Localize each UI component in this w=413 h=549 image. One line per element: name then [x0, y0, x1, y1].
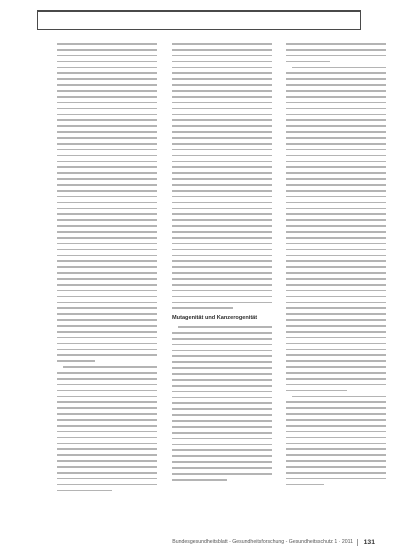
text-line	[286, 260, 386, 262]
text-line	[57, 102, 157, 104]
paragraph	[286, 67, 386, 392]
paragraph	[57, 366, 157, 491]
text-line	[286, 49, 386, 51]
text-line	[57, 213, 157, 215]
text-line	[286, 325, 386, 327]
text-line	[172, 344, 272, 346]
text-line	[172, 72, 272, 74]
text-line	[172, 96, 272, 98]
text-line	[172, 255, 272, 257]
text-line	[286, 407, 386, 409]
text-line	[286, 231, 386, 233]
text-line	[286, 137, 386, 139]
text-line	[286, 437, 386, 439]
text-line	[172, 237, 272, 239]
text-line	[172, 408, 272, 410]
text-line	[172, 184, 272, 186]
text-line	[57, 448, 157, 450]
text-line	[57, 49, 157, 51]
text-line	[286, 213, 386, 215]
text-line	[286, 43, 386, 45]
text-line	[172, 438, 272, 440]
text-line	[57, 131, 157, 133]
text-line	[57, 61, 157, 63]
text-line	[57, 431, 157, 433]
text-line	[172, 84, 272, 86]
text-line	[172, 414, 272, 416]
text-line	[57, 390, 157, 392]
text-line	[57, 178, 157, 180]
text-line	[172, 272, 272, 274]
text-line	[57, 249, 157, 251]
text-line	[286, 401, 386, 403]
text-line	[57, 231, 157, 233]
text-line	[172, 397, 272, 399]
text-line	[57, 219, 157, 221]
text-line	[286, 172, 386, 174]
page-number: 131	[363, 539, 375, 546]
text-line	[286, 143, 386, 145]
text-line	[286, 178, 386, 180]
text-line	[286, 472, 386, 474]
text-line	[172, 373, 272, 375]
text-line	[172, 426, 272, 428]
text-line	[286, 372, 386, 374]
text-line	[286, 219, 386, 221]
text-line	[286, 278, 386, 280]
text-line	[172, 49, 272, 51]
text-line	[172, 449, 272, 451]
text-line	[57, 484, 157, 486]
text-line	[57, 443, 157, 445]
text-line	[57, 190, 157, 192]
text-line	[172, 402, 272, 404]
paragraph	[172, 43, 272, 309]
text-line	[286, 78, 386, 80]
text-line	[286, 272, 386, 274]
text-line	[286, 448, 386, 450]
text-line	[57, 166, 157, 168]
text-line	[57, 284, 157, 286]
text-line	[286, 419, 386, 421]
text-line	[57, 437, 157, 439]
text-line	[172, 361, 272, 363]
text-line	[286, 366, 386, 368]
text-line	[57, 466, 157, 468]
text-line	[57, 202, 157, 204]
text-line	[172, 266, 272, 268]
text-line	[286, 290, 386, 292]
text-line	[172, 137, 272, 139]
text-line	[57, 290, 157, 292]
text-line	[57, 266, 157, 268]
text-line	[178, 326, 272, 328]
text-line	[286, 349, 386, 351]
text-line	[172, 219, 272, 221]
text-line	[57, 137, 157, 139]
text-line	[286, 413, 386, 415]
text-line	[57, 384, 157, 386]
text-line	[172, 379, 272, 381]
paragraph	[286, 43, 386, 62]
text-line	[63, 366, 157, 368]
text-line	[57, 108, 157, 110]
text-line	[286, 307, 386, 309]
text-line	[57, 478, 157, 480]
text-line	[57, 331, 157, 333]
text-line	[286, 255, 386, 257]
text-line	[172, 444, 272, 446]
text-line	[172, 178, 272, 180]
text-line	[172, 479, 227, 481]
text-line	[57, 319, 157, 321]
text-line	[57, 55, 157, 57]
text-line	[172, 243, 272, 245]
text-line	[286, 443, 386, 445]
text-line	[57, 96, 157, 98]
text-line	[286, 243, 386, 245]
text-line	[57, 349, 157, 351]
text-line	[57, 302, 157, 304]
text-line	[57, 72, 157, 74]
text-line	[172, 290, 272, 292]
text-line	[57, 255, 157, 257]
text-line	[286, 184, 386, 186]
text-line	[57, 114, 157, 116]
text-line	[172, 55, 272, 57]
text-line	[57, 155, 157, 157]
text-line	[286, 96, 386, 98]
text-line	[172, 231, 272, 233]
text-line	[286, 360, 386, 362]
text-line	[172, 432, 272, 434]
text-line	[286, 425, 386, 427]
text-line	[57, 67, 157, 69]
text-line	[57, 161, 157, 163]
text-line	[57, 237, 157, 239]
text-line	[172, 355, 272, 357]
text-line	[286, 343, 386, 345]
text-line	[292, 67, 386, 69]
text-line	[172, 338, 272, 340]
text-line	[57, 272, 157, 274]
text-line	[172, 114, 272, 116]
text-line	[172, 149, 272, 151]
text-line	[172, 455, 272, 457]
text-line	[172, 307, 233, 309]
text-line	[172, 225, 272, 227]
text-line	[57, 337, 157, 339]
text-line	[57, 396, 157, 398]
text-line	[57, 260, 157, 262]
text-line	[57, 84, 157, 86]
text-line	[286, 454, 386, 456]
text-line	[286, 384, 386, 386]
text-line	[172, 296, 272, 298]
text-line	[57, 307, 157, 309]
text-line	[57, 325, 157, 327]
text-column-2	[172, 43, 272, 527]
text-line	[172, 350, 272, 352]
text-line	[172, 90, 272, 92]
text-line	[57, 313, 157, 315]
text-line	[172, 78, 272, 80]
text-line	[286, 337, 386, 339]
text-line	[172, 108, 272, 110]
text-line	[57, 378, 157, 380]
text-line	[286, 237, 386, 239]
text-line	[172, 278, 272, 280]
text-line	[57, 401, 157, 403]
text-line	[57, 119, 157, 121]
text-line	[286, 319, 386, 321]
text-line	[172, 332, 272, 334]
paragraph	[57, 43, 157, 362]
text-line	[57, 90, 157, 92]
text-line	[57, 343, 157, 345]
text-column-3	[286, 43, 386, 527]
text-line	[57, 78, 157, 80]
text-line	[57, 172, 157, 174]
text-line	[286, 84, 386, 86]
section-heading: Mutagenität und Kanzerogenität	[172, 315, 258, 322]
text-line	[286, 155, 386, 157]
text-line	[172, 249, 272, 251]
footer-divider	[357, 539, 358, 546]
text-line	[286, 90, 386, 92]
text-line	[172, 302, 272, 304]
text-line	[172, 196, 272, 198]
text-line	[172, 208, 272, 210]
text-line	[172, 67, 272, 69]
text-line	[286, 378, 386, 380]
text-line	[57, 125, 157, 127]
text-line	[286, 466, 386, 468]
text-line	[172, 155, 272, 157]
text-line	[172, 161, 272, 163]
text-line	[57, 184, 157, 186]
text-line	[286, 284, 386, 286]
header-rule	[37, 10, 361, 30]
text-line	[57, 243, 157, 245]
text-line	[57, 354, 157, 356]
text-line	[286, 478, 386, 480]
text-line	[172, 143, 272, 145]
text-line	[57, 225, 157, 227]
text-line	[286, 131, 386, 133]
text-line	[286, 119, 386, 121]
text-line	[286, 484, 324, 486]
text-line	[286, 114, 386, 116]
paragraph	[172, 326, 272, 480]
text-line	[172, 61, 272, 63]
text-line	[172, 131, 272, 133]
text-line	[172, 172, 272, 174]
text-line	[57, 413, 157, 415]
page-footer	[150, 538, 375, 547]
text-line	[172, 119, 272, 121]
text-line	[57, 460, 157, 462]
text-line	[286, 354, 386, 356]
text-line	[172, 467, 272, 469]
text-line	[286, 202, 386, 204]
text-line	[286, 61, 330, 63]
text-line	[172, 284, 272, 286]
text-line	[286, 249, 386, 251]
text-line	[286, 161, 386, 163]
text-line	[172, 43, 272, 45]
text-column-1	[57, 43, 157, 527]
text-line	[57, 454, 157, 456]
text-line	[286, 225, 386, 227]
text-line	[172, 102, 272, 104]
text-line	[172, 260, 272, 262]
text-line	[286, 72, 386, 74]
text-line	[172, 473, 272, 475]
text-line	[57, 490, 112, 492]
text-line	[292, 396, 386, 398]
text-line	[172, 367, 272, 369]
text-line	[172, 213, 272, 215]
text-line	[57, 208, 157, 210]
text-line	[172, 391, 272, 393]
text-line	[286, 460, 386, 462]
text-line	[57, 196, 157, 198]
text-line	[286, 108, 386, 110]
text-line	[172, 190, 272, 192]
text-line	[57, 372, 157, 374]
text-line	[172, 461, 272, 463]
paragraph	[286, 396, 386, 486]
text-line	[286, 266, 386, 268]
text-line	[57, 425, 157, 427]
text-line	[286, 102, 386, 104]
text-line	[286, 149, 386, 151]
text-line	[286, 390, 347, 392]
text-line	[57, 43, 157, 45]
text-line	[57, 296, 157, 298]
text-line	[286, 166, 386, 168]
text-line	[172, 202, 272, 204]
text-line	[286, 55, 386, 57]
text-line	[57, 360, 95, 362]
text-line	[172, 166, 272, 168]
text-line	[286, 313, 386, 315]
text-line	[286, 431, 386, 433]
text-line	[286, 302, 386, 304]
text-line	[286, 125, 386, 127]
footer-journal: Bundesgesundheitsblatt - Gesundheitsforschung - Gesundheitsschutz 1 · 2011	[172, 539, 353, 545]
text-line	[57, 472, 157, 474]
text-line	[286, 296, 386, 298]
text-line	[172, 385, 272, 387]
text-line	[57, 143, 157, 145]
text-line	[172, 125, 272, 127]
text-line	[286, 190, 386, 192]
text-line	[57, 278, 157, 280]
text-line	[286, 208, 386, 210]
text-line	[57, 149, 157, 151]
text-line	[57, 419, 157, 421]
text-line	[286, 196, 386, 198]
text-line	[57, 407, 157, 409]
text-line	[286, 331, 386, 333]
text-line	[172, 420, 272, 422]
